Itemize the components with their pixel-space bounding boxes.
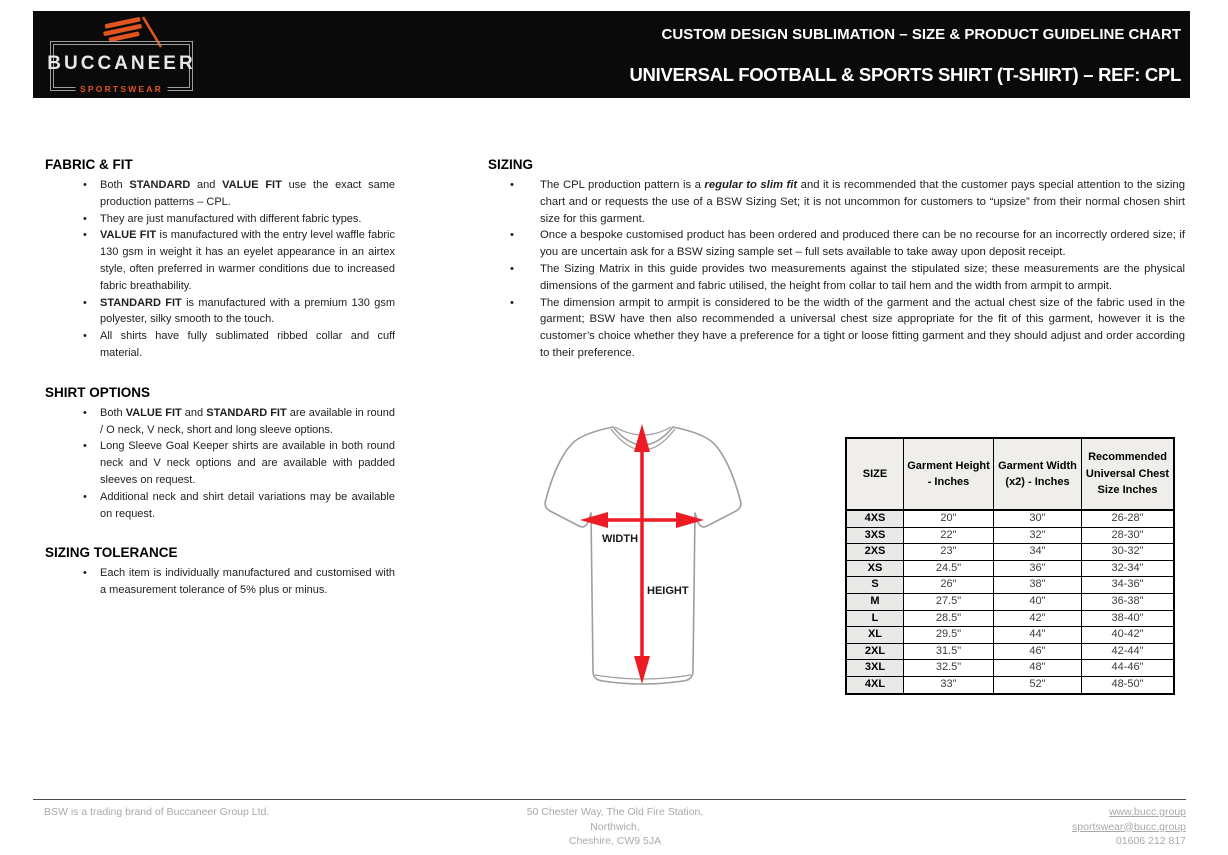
text-segment: Both xyxy=(100,179,130,191)
table-row xyxy=(846,676,1174,693)
table-row xyxy=(846,643,1174,660)
bullet-list xyxy=(45,177,395,362)
value-cell: 42" xyxy=(994,610,1082,627)
table-row xyxy=(846,660,1174,677)
text-segment: Both xyxy=(100,406,126,419)
value-cell: 27.5" xyxy=(904,593,994,610)
value-cell: 38-40" xyxy=(1082,610,1175,627)
size-cell: 3XL xyxy=(846,660,904,677)
text-segment: All shirts have fully sublimated ribbed collar and cuff material. xyxy=(100,330,395,359)
width-label: WIDTH xyxy=(601,533,639,545)
value-cell: 46" xyxy=(994,643,1082,660)
table-row xyxy=(846,560,1174,577)
bullet-item xyxy=(488,261,1185,295)
logo-brand-text: BUCCANEER xyxy=(47,52,196,74)
address-line: 50 Chester Way, The Old Fire Station, xyxy=(526,806,704,818)
size-cell: XS xyxy=(846,560,904,577)
value-cell: 40-42" xyxy=(1082,627,1175,644)
value-cell: 30-32" xyxy=(1082,544,1175,561)
text-segment: STANDARD FIT xyxy=(206,406,287,419)
value-cell: 52" xyxy=(994,676,1082,693)
text-segment: is manufactured with a premium 130 gsm polyester, silky smooth to the touch. xyxy=(100,296,395,326)
footer-address xyxy=(425,805,806,849)
value-cell: 36" xyxy=(994,560,1082,577)
value-cell: 34" xyxy=(994,544,1082,561)
table-row xyxy=(846,544,1174,561)
value-cell: 44-46" xyxy=(1082,660,1175,677)
address-line: Cheshire, CW9 5JA xyxy=(568,835,662,847)
email-link[interactable]: sportswear@bucc.group xyxy=(1072,820,1187,833)
bullet-item xyxy=(45,489,395,523)
text-segment: VALUE FIT xyxy=(222,179,282,191)
value-cell: 48" xyxy=(994,660,1082,677)
text-segment: Each item is individually manufactured and customised with a measurement tolerance of 5% plus or minus. xyxy=(100,567,395,597)
bullet-item xyxy=(45,565,395,599)
sizing-bullet-list xyxy=(488,177,1185,362)
logo-frame xyxy=(47,41,196,94)
text-segment: The CPL production pattern is a xyxy=(540,179,705,191)
value-cell: 30" xyxy=(994,510,1082,527)
value-cell: 22" xyxy=(904,527,994,544)
value-cell: 26" xyxy=(904,577,994,594)
website-link[interactable]: www.bucc.group xyxy=(1108,806,1187,818)
value-cell: 26-28" xyxy=(1082,510,1175,527)
size-cell: L xyxy=(846,610,904,627)
table-header-cell: Garment Width (x2) - Inches xyxy=(994,438,1082,510)
bullet-item xyxy=(45,405,395,439)
text-segment: The Sizing Matrix in this guide provides two measurements against the stipulated size; these measurements are the physical dimensions of the garment and fabric utilised, the height from collar to tail hem and the width from armpit to armpit. xyxy=(540,262,1185,292)
sizing-matrix-table xyxy=(845,437,1175,695)
bullet-item xyxy=(45,295,395,329)
text-segment: and xyxy=(190,179,223,191)
value-cell: 23" xyxy=(904,544,994,561)
text-segment: VALUE FIT xyxy=(125,406,182,419)
left-column xyxy=(45,153,395,599)
value-cell: 32" xyxy=(994,527,1082,544)
bullet-list xyxy=(45,565,395,599)
text-segment: are available in round / O neck, V neck, short and long sleeve options. xyxy=(100,406,395,436)
bullet-item xyxy=(488,295,1185,362)
size-cell: 3XS xyxy=(846,527,904,544)
size-cell: 2XL xyxy=(846,643,904,660)
header-titles xyxy=(630,11,1182,86)
text-segment: and xyxy=(181,406,207,419)
value-cell: 34-36" xyxy=(1082,577,1175,594)
footer-trading-note: BSW is a trading brand of Buccaneer Group Ltd. xyxy=(44,806,270,818)
size-cell: 2XS xyxy=(846,544,904,561)
value-cell: 48-50" xyxy=(1082,676,1175,693)
bullet-item xyxy=(45,227,395,294)
table-row xyxy=(846,577,1174,594)
bullet-item xyxy=(45,211,395,228)
value-cell: 20" xyxy=(904,510,994,527)
text-segment: They are just manufactured with different fabric types. xyxy=(100,212,362,225)
footer-contact xyxy=(805,805,1186,849)
logo-sub-text: SPORTSWEAR xyxy=(75,84,168,94)
section-heading-sizing: SIZING xyxy=(488,157,534,172)
section-heading: SIZING TOLERANCE xyxy=(45,545,178,561)
section-heading: SHIRT OPTIONS xyxy=(45,384,151,400)
bullet-item xyxy=(488,177,1185,227)
value-cell: 28.5" xyxy=(904,610,994,627)
size-cell: 4XL xyxy=(846,676,904,693)
header-bar xyxy=(33,11,1190,98)
section-heading: FABRIC & FIT xyxy=(45,157,133,172)
brand-logo xyxy=(47,13,226,95)
document-subtitle: CUSTOM DESIGN SUBLIMATION – SIZE & PRODUCT GUIDELINE CHART xyxy=(661,26,1181,43)
table-row xyxy=(846,527,1174,544)
value-cell: 44" xyxy=(994,627,1082,644)
text-segment: regular to slim fit xyxy=(704,179,798,191)
size-cell: 4XS xyxy=(846,510,904,527)
table-header-cell: SIZE xyxy=(846,438,904,510)
text-segment: is manufactured with the entry level waffle fabric 130 gsm in weight it has an eyelet appearance in an airtex style, often preferred in warmer conditions due to increased fabric breathability. xyxy=(100,229,395,292)
size-cell: M xyxy=(846,593,904,610)
text-segment: use the exact same production patterns – CPL. xyxy=(100,179,396,208)
text-segment: Long Sleeve Goal Keeper shirts are available in both round neck and V neck options and are available with padded sleeves on request. xyxy=(100,440,395,486)
bullet-list xyxy=(45,405,395,523)
address-line: Northwich, xyxy=(590,820,640,833)
height-label: HEIGHT xyxy=(647,585,689,597)
tshirt-measurement-diagram xyxy=(523,413,765,705)
table-row xyxy=(846,610,1174,627)
text-segment: The dimension armpit to armpit is considered to be the width of the garment and the actual chest size of the fabric used in the garment; BSW have then also recommended a universal chest size appropriate for the fit of this garment, however it is the customer’s choice whether they have a preference for a tight or loose fitting garment and they should adjust and order according to their preference. xyxy=(540,296,1185,359)
text-segment: VALUE FIT xyxy=(100,229,157,242)
logo-frame-inner xyxy=(47,44,196,94)
phone-number: 01606 212 817 xyxy=(1115,835,1187,847)
value-cell: 36-38" xyxy=(1082,593,1175,610)
bullet-item xyxy=(45,438,395,488)
table-row xyxy=(846,593,1174,610)
table-header-row xyxy=(846,438,1174,510)
bullet-item xyxy=(45,328,395,362)
value-cell: 24.5" xyxy=(904,560,994,577)
value-cell: 32.5" xyxy=(904,660,994,677)
text-segment: Additional neck and shirt detail variations may be available on request. xyxy=(100,490,395,520)
bullet-item xyxy=(488,227,1185,261)
value-cell: 31.5" xyxy=(904,643,994,660)
text-segment: STANDARD FIT xyxy=(100,296,182,309)
value-cell: 32-34" xyxy=(1082,560,1175,577)
value-cell: 28-30" xyxy=(1082,527,1175,544)
page-footer xyxy=(33,799,1186,849)
table-header-cell: Garment Height - Inches xyxy=(904,438,994,510)
size-cell: XL xyxy=(846,627,904,644)
text-segment: STANDARD xyxy=(129,179,191,191)
right-column xyxy=(488,153,1185,362)
table-header-cell: Recommended Universal Chest Size Inches xyxy=(1082,438,1175,510)
size-cell: S xyxy=(846,577,904,594)
text-segment: and it is recommended that the customer pays special attention to the sizing chart and or requests the use of a BSW Sizing Set; it is not uncommon for customers to “upsize” from their normal chosen shirt size for this garment. xyxy=(540,179,1185,225)
table-row xyxy=(846,627,1174,644)
value-cell: 42-44" xyxy=(1082,643,1175,660)
value-cell: 40" xyxy=(994,593,1082,610)
bullet-item xyxy=(45,177,395,211)
text-segment: Once a bespoke customised product has been ordered and produced there can be no recourse for an incorrectly ordered size; if you are uncertain ask for a BSW sizing sample set – full sets available to take away upon deposit receipt. xyxy=(540,229,1185,259)
value-cell: 33" xyxy=(904,676,994,693)
table-row xyxy=(846,510,1174,527)
value-cell: 29.5" xyxy=(904,627,994,644)
document-title: UNIVERSAL FOOTBALL & SPORTS SHIRT (T-SHIRT) – REF: CPL xyxy=(629,64,1181,85)
value-cell: 38" xyxy=(994,577,1082,594)
